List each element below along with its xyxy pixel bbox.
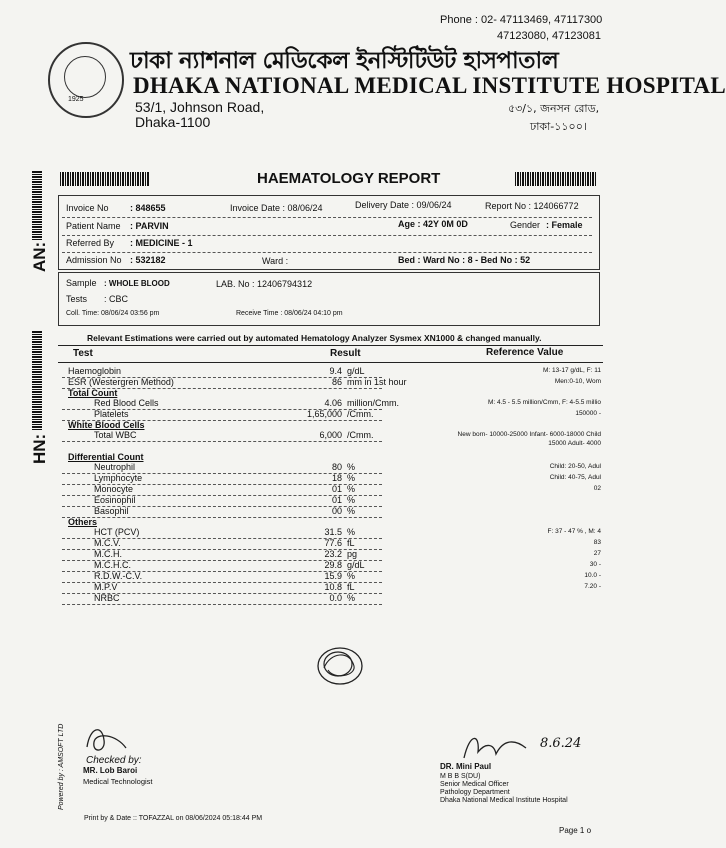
side-barcode-hn — [32, 330, 42, 430]
result-value: 01 — [331, 484, 342, 494]
patient-name-value: : PARVIN — [130, 221, 169, 231]
delivery-date: Delivery Date : 09/06/24 — [355, 200, 452, 210]
section-heading: Others — [68, 517, 98, 527]
result-unit: g/dL — [347, 366, 365, 376]
analyzer-note: Relevant Estimations were carried out by automated Hematology Analyzer Sysmex XN1000 & changed manually. — [87, 333, 542, 343]
lab-no: LAB. No : 12406794312 — [216, 279, 313, 289]
test-name: Total WBC — [94, 430, 137, 440]
invoice-label: Invoice No — [66, 203, 109, 213]
result-unit: % — [347, 593, 356, 603]
reference-value: F: 37 - 47 % , M: 4 — [547, 528, 601, 535]
doctor-department: Pathology Department — [440, 789, 510, 796]
patient-age: Age : 42Y 0M 0D — [398, 219, 468, 229]
reference-value: New born- 10000-25000 Infant- 6000-18000 Child — [457, 431, 601, 438]
test-name: Platelets — [94, 409, 129, 419]
technologist-signature — [82, 722, 132, 758]
barcode-left — [60, 172, 150, 186]
side-barcode-an — [32, 170, 42, 240]
section-heading: Total Count — [68, 388, 118, 398]
reference-value: 30 - — [589, 561, 601, 568]
doctor-title: Senior Medical Officer — [440, 781, 509, 788]
ward-label: Ward : — [262, 256, 289, 266]
technologist-title: Medical Technologist — [83, 777, 153, 786]
result-unit: % — [347, 484, 356, 494]
admission-label: Admission No — [66, 255, 122, 265]
reference-value: 02 — [593, 485, 601, 492]
result-value: 10.8 — [324, 582, 342, 592]
invoice-date: Invoice Date : 08/06/24 — [230, 203, 323, 213]
doctor-organization: Dhaka National Medical Institute Hospital — [440, 797, 568, 804]
test-name: M.C.H.C. — [94, 560, 131, 570]
result-value: 29.8 — [324, 560, 342, 570]
address-bangla-line-1: ৫৩/১, জনসন রোড, — [508, 102, 600, 115]
barcode-right — [515, 172, 597, 186]
tests-value: : CBC — [104, 294, 129, 304]
test-name: Eosinophil — [94, 495, 136, 505]
patient-name-label: Patient Name — [66, 221, 121, 231]
signature-date: 8.6.24 — [540, 736, 582, 751]
test-name: Haemoglobin — [68, 366, 122, 376]
admission-value: : 532182 — [130, 255, 166, 265]
referred-label: Referred By — [66, 238, 115, 248]
result-value: 1,65,000 — [306, 409, 342, 419]
result-value: 86 — [331, 377, 342, 387]
result-value: 18 — [331, 473, 342, 483]
result-unit: % — [347, 473, 356, 483]
result-unit: % — [347, 506, 356, 516]
result-unit: /Cmm. — [347, 409, 374, 419]
result-unit: % — [347, 527, 356, 537]
section-heading: White Blood Cells — [68, 420, 145, 430]
reference-value: 7.20 - — [584, 583, 601, 590]
test-name: R.D.W.-C.V. — [94, 571, 143, 581]
hospital-name-english: DHAKA NATIONAL MEDICAL INSTITUTE HOSPITAL — [133, 73, 726, 98]
result-value: 23.2 — [324, 549, 342, 559]
invoice-value: : 848655 — [130, 203, 166, 213]
report-no: Report No : 124066772 — [485, 201, 579, 211]
side-label-an: AN: — [30, 241, 49, 272]
test-name: Monocyte — [94, 484, 134, 494]
doctor-degree: M B B S(DU) — [440, 773, 481, 780]
address-line-1: 53/1, Johnson Road, — [135, 99, 265, 115]
reference-value: 10.0 - — [584, 572, 601, 579]
bed-info: Bed : Ward No : 8 - Bed No : 52 — [398, 255, 531, 265]
result-value: 4.06 — [324, 398, 342, 408]
doctor-name: DR. Mini Paul — [440, 762, 492, 771]
result-value: 6,000 — [319, 430, 342, 440]
test-name: M.C.H. — [94, 549, 122, 559]
result-value: 80 — [331, 462, 342, 472]
result-unit: mm in 1st hour — [347, 377, 407, 387]
reference-value: Child: 20-50, Adul — [549, 463, 601, 470]
test-name: Neutrophil — [94, 462, 136, 472]
stamp-scribble-icon — [310, 640, 370, 690]
gender-label: Gender — [510, 220, 541, 230]
tests-label: Tests — [66, 294, 88, 304]
hospital-name-bangla: ঢাকা ন্যাশনাল মেডিকেল ইনস্টিটিউট হাসপাতাল — [130, 48, 559, 74]
checked-by-label: Checked by: — [86, 755, 142, 766]
reference-value: M: 4.5 - 5.5 million/Cmm, F: 4-5.5 millio — [487, 399, 601, 406]
reference-value: Child: 40-75, Adul — [549, 474, 601, 481]
result-unit: g/dL — [347, 560, 365, 570]
result-value: 31.5 — [324, 527, 342, 537]
gender-value: : Female — [546, 220, 583, 230]
collection-time: Coll. Time: 08/06/24 03:56 pm — [66, 310, 160, 317]
result-unit: million/Cmm. — [347, 398, 400, 408]
reference-value-continued: 15000 Adult- 4000 — [548, 440, 601, 447]
result-value: 77.6 — [324, 538, 342, 548]
receive-time: Receive Time : 08/06/24 04:10 pm — [236, 310, 343, 317]
result-unit: % — [347, 462, 356, 472]
report-title: HAEMATOLOGY REPORT — [257, 170, 441, 187]
test-name: Basophil — [94, 506, 129, 516]
address-bangla-line-2: ঢাকা-১১০০। — [530, 120, 587, 133]
side-label-hn: HN: — [30, 433, 49, 464]
column-header-test: Test — [73, 348, 93, 359]
phone-line-1: Phone : 02- 47113469, 47117300 — [440, 14, 603, 26]
sample-label: Sample — [66, 278, 97, 288]
test-name: Lymphocyte — [94, 473, 143, 483]
test-name: ESR (Westergren Method) — [68, 377, 174, 387]
column-header-reference: Reference Value — [486, 347, 564, 358]
result-unit: /Cmm. — [347, 430, 374, 440]
referred-value: : MEDICINE - 1 — [130, 238, 193, 248]
phone-line-2: 47123080, 47123081 — [497, 30, 601, 42]
result-value: 00 — [331, 506, 342, 516]
test-name: M.P.V — [94, 582, 118, 592]
reference-value: 83 — [593, 539, 601, 546]
result-unit: % — [347, 495, 356, 505]
column-header-result: Result — [330, 348, 361, 359]
test-name: NRBC — [94, 593, 120, 603]
reference-value: M: 13-17 g/dL, F: 11 — [542, 367, 601, 374]
result-unit: fL — [347, 538, 355, 548]
reference-value: 27 — [593, 550, 601, 557]
test-name: M.C.V. — [94, 538, 121, 548]
page-number: Page 1 o — [559, 826, 592, 835]
result-value: 9.4 — [329, 366, 342, 376]
result-value: 0.0 — [329, 593, 342, 603]
result-unit: pg — [347, 549, 358, 559]
test-name: HCT (PCV) — [94, 527, 140, 537]
hospital-logo: 1925 — [48, 42, 124, 118]
address-line-2: Dhaka-1100 — [135, 114, 211, 130]
print-info: Print by & Date :: TOFAZZAL on 08/06/2024 05:18:44 PM — [84, 815, 263, 822]
section-heading: Differential Count — [68, 452, 144, 462]
result-unit: fL — [347, 582, 355, 592]
sample-value: : WHOLE BLOOD — [104, 279, 170, 288]
caduceus-icon — [64, 56, 106, 98]
powered-by: Powered by : AMSOFT LTD — [58, 723, 65, 810]
result-value: 01 — [331, 495, 342, 505]
reference-value: Men:0-10, Wom — [554, 378, 601, 385]
result-value: 15.9 — [324, 571, 342, 581]
result-unit: % — [347, 571, 356, 581]
technologist-name: MR. Lob Baroi — [83, 766, 138, 775]
test-name: Red Blood Cells — [94, 398, 159, 408]
reference-value: 150000 - — [575, 410, 601, 417]
